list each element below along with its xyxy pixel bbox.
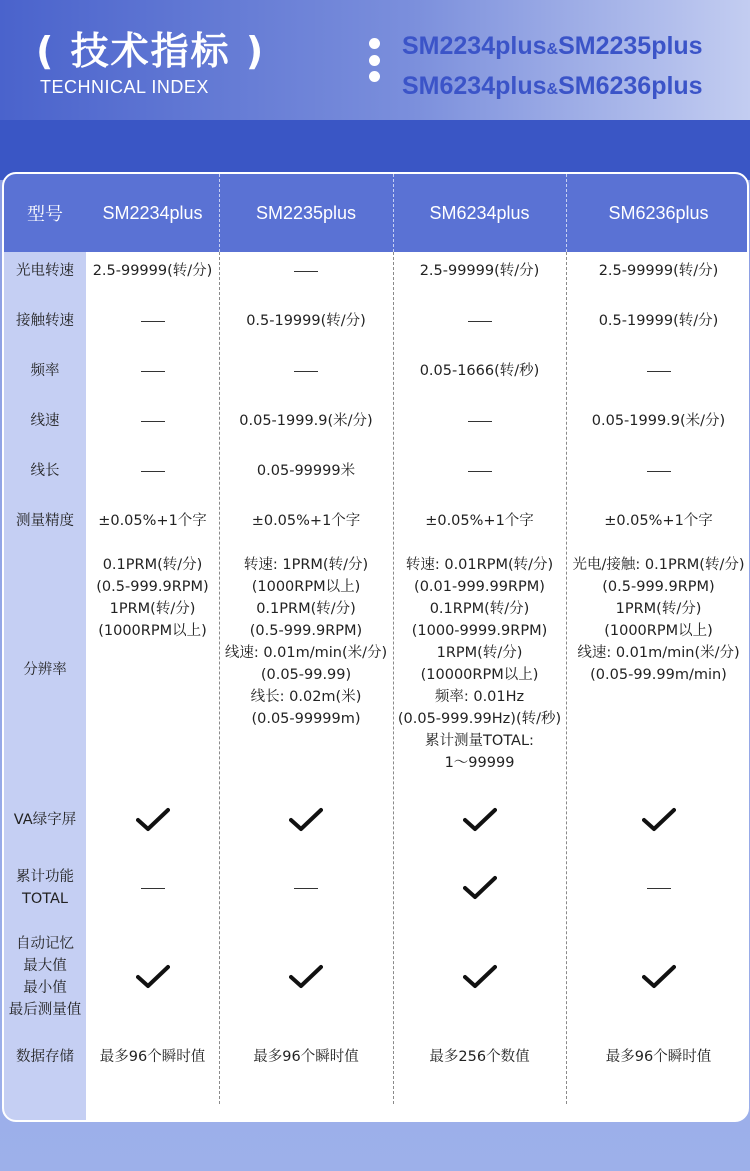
table-cell: 0.5-19999(转/分)	[598, 313, 719, 329]
check-cell	[86, 922, 219, 1032]
row-label: 累计功能 TOTAL	[16, 869, 74, 907]
table-cell: 2.5-99999(转/分)	[598, 263, 719, 279]
check-cell	[219, 794, 393, 846]
empty-cell	[566, 346, 749, 396]
ampersand: &	[546, 41, 559, 58]
page-title: ( 技术指标 )	[36, 29, 266, 73]
spec-table	[2, 172, 749, 1122]
empty-cell	[219, 346, 393, 396]
row-label: 分辨率	[23, 662, 67, 678]
row-label: 线速	[30, 413, 60, 429]
table-cell: 0.5-19999(转/分)	[246, 313, 366, 329]
model-name: SM2235plus	[558, 32, 703, 60]
check-cell	[393, 922, 566, 1032]
column-header: SM6234plus	[429, 202, 530, 223]
table-cell: 0.1PRM(转/分) (0.5-999.9RPM) 1PRM(转/分) (1000RPM以上)	[96, 557, 209, 639]
page-subtitle: TECHNICAL INDEX	[40, 77, 209, 97]
empty-cell	[566, 446, 749, 496]
table-cell: 转速: 1PRM(转/分) (1000RPM以上) 0.1PRM(转/分) (0.5-999.9RPM) 线速: 0.01m/min(米/分) (0.05-99.99) 线长: 0.02m(米) (0.05-99999m)	[224, 557, 388, 727]
empty-cell	[86, 854, 219, 922]
check-cell	[393, 854, 566, 922]
empty-cell	[566, 854, 749, 922]
table-cell: 最多96个瞬时值	[605, 1049, 712, 1065]
header-band	[0, 120, 750, 180]
model-line-2	[402, 68, 703, 108]
table-cell: 转速: 0.01RPM(转/分) (0.01-999.99RPM) 0.1RPM(转/分) (1000-9999.9RPM) 1RPM(转/分) (10000RPM以上) 频率: 0.01Hz (0.05-999.99Hz)(转/秒) 累计测量TOTAL: 1～99999	[397, 557, 562, 771]
empty-cell	[219, 854, 393, 922]
empty-cell	[86, 296, 219, 346]
model-list	[402, 28, 703, 108]
row-label: 光电转速	[16, 263, 74, 279]
empty-cell	[393, 396, 566, 446]
row-label: 自动记忆 最大值 最小值 最后测量值	[8, 936, 82, 1018]
empty-cell	[393, 446, 566, 496]
table-cell: 最多256个数值	[429, 1049, 530, 1065]
row-label: 接触转速	[16, 313, 74, 329]
check-cell	[219, 922, 393, 1032]
table-cell: 最多96个瞬时值	[253, 1049, 359, 1065]
model-name: SM6234plus	[402, 72, 547, 100]
column-header: SM2235plus	[255, 202, 357, 223]
table-cell: 0.05-1999.9(米/分)	[591, 413, 726, 429]
table-cell: ±0.05%+1个字	[425, 513, 534, 529]
empty-cell	[86, 446, 219, 496]
header-banner	[0, 0, 750, 120]
table-cell: 光电/接触: 0.1PRM(转/分) (0.5-999.9RPM) 1PRM(转/分) (1000RPM以上) 线速: 0.01m/min(米/分) (0.05-99.99m/min)	[572, 557, 745, 683]
table-cell: 0.05-1666(转/秒)	[419, 363, 540, 379]
column-header: SM6236plus	[608, 202, 709, 223]
table-cell: 0.05-99999米	[256, 463, 356, 479]
model-name: SM2234plus	[402, 32, 547, 60]
model-line-1	[402, 28, 703, 68]
row-label: 测量精度	[16, 513, 74, 529]
header-corner-label: 型号	[27, 204, 63, 224]
table-cell: 2.5-99999(转/分)	[419, 263, 540, 279]
table-cell: 2.5-99999(转/分)	[92, 263, 213, 279]
empty-cell	[393, 296, 566, 346]
check-cell	[393, 794, 566, 846]
empty-cell	[219, 246, 393, 296]
ampersand: &	[546, 81, 559, 98]
table-cell: ±0.05%+1个字	[251, 513, 361, 529]
table-cell: 0.05-1999.9(米/分)	[239, 413, 373, 429]
model-name: SM6236plus	[558, 72, 703, 100]
empty-cell	[86, 396, 219, 446]
row-label: 数据存储	[16, 1049, 74, 1065]
check-cell	[566, 922, 749, 1032]
row-label: 频率	[30, 363, 60, 379]
check-cell	[86, 794, 219, 846]
check-cell	[566, 794, 749, 846]
row-label: VA绿字屏	[13, 812, 77, 828]
bullet-dots-icon	[369, 38, 381, 84]
column-header: SM2234plus	[102, 202, 203, 223]
empty-cell	[86, 346, 219, 396]
row-label: 线长	[30, 463, 60, 479]
table-cell: ±0.05%+1个字	[98, 513, 207, 529]
table-cell: 最多96个瞬时值	[99, 1049, 206, 1065]
table-cell: ±0.05%+1个字	[604, 513, 713, 529]
